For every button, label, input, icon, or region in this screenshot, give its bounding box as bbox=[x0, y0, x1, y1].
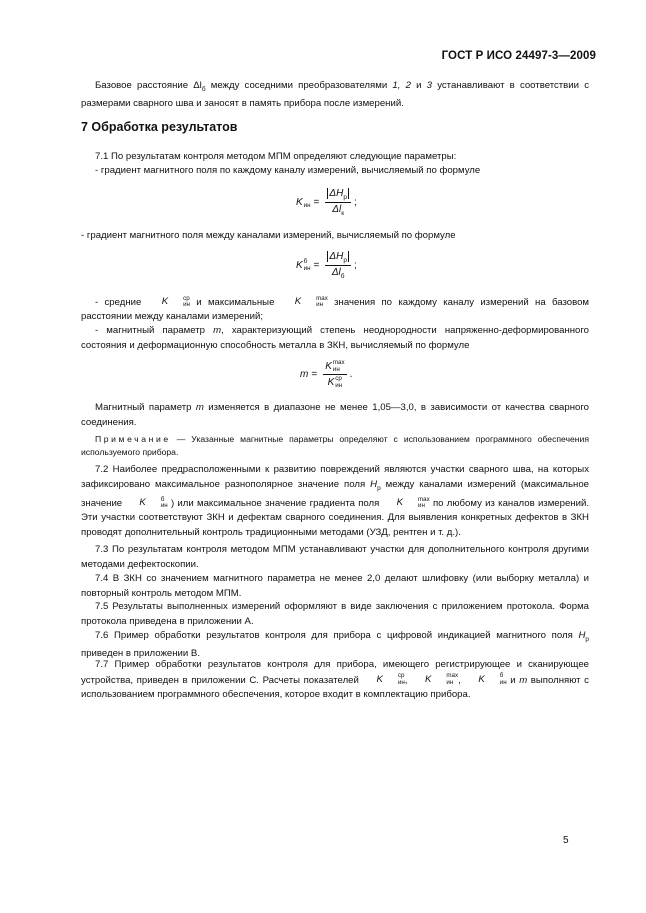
page-number: 5 bbox=[563, 835, 569, 846]
p72: 7.2 Наиболее предрасположенными к развитию повреждений являются участки сварного шва, на которых зафиксировано максимальное разнополярное значение поля $H_р$ между каналами измерений (максимальное значение K б ин ) или максимальное значение градиента поля K max ин по любому из каналов измерений. Эти участки соответствуют ЗКН и дефектам сварного соединения. Для выявления конкретных дефектов в ЗКН проводят дополнительный контроль традиционными методами (УЗД, рентген и т. д.). bbox=[81, 464, 589, 538]
formula-gradient-channel: K ин = $\frac{\Delta H_р}{\Delta l_к}$ ; bbox=[296, 188, 357, 217]
p74: 7.4 В ЗКН со значением магнитного параметра не менее 2,0 делают шлифовку (или выборку металла) и повторный контроль методом МПМ. bbox=[81, 573, 589, 599]
intro-paragraph: Базовое расстояние $\Delta l_б$ между соседними преобразователями 1, 2 и 3 устанавливают в соответствии с размерами сварного шва и заносят в память прибора после измерений. bbox=[81, 80, 589, 110]
p71-item4: - магнитный параметр m, характеризующий степень неоднородности напряженно-деформированного состояния и деформационную способность металла в ЗКН, вычисляемый по формуле bbox=[81, 325, 589, 351]
p73: 7.3 По результатам контроля методом МПМ устанавливают участки для дополнительного контроля другими методами дефектоскопии. bbox=[81, 544, 589, 570]
note: Примечание — Указанные магнитные параметры определяют с использованием программного обеспечения используемого прибора. bbox=[81, 434, 589, 457]
formula-gradient-between: K б ин = $\frac{\Delta H_р}{\Delta l_б}$ ; bbox=[296, 251, 357, 280]
p75: 7.5 Результаты выполненных измерений оформляют в виде заключения с приложением протокола. Форма протокола приведена в приложении А. bbox=[81, 601, 589, 627]
p71-lead: 7.1 По результатам контроля методом МПМ определяют следующие параметры: bbox=[95, 151, 457, 162]
section-title: 7 Обработка результатов bbox=[81, 120, 238, 134]
p-magnetic-parameter: Магнитный параметр m изменяется в диапазоне не менее 1,05—3,0, в зависимости от качества сварного соединения. bbox=[81, 402, 589, 428]
p71-item2: - градиент магнитного поля между каналами измерений, вычисляемый по формуле bbox=[81, 230, 456, 241]
p71-item3: - средние K ср ин и максимальные K max ин значения по каждому каналу измерений на базовом расстоянии между каналами измерений; bbox=[81, 294, 590, 323]
p71-item1: - градиент магнитного поля по каждому каналу измерений, вычисляемый по формуле bbox=[95, 165, 481, 176]
p77: 7.7 Пример обработки результатов контроля для прибора, имеющего регистрирующее и сканирующее устройства, приведен в приложении С. Расчеты показателей K ср ин , K max ин , K б ин и m выполняют с использованием программного обеспечения, которое входит в комплектацию прибора. bbox=[81, 659, 589, 700]
p76: 7.6 Пример обработки результатов контроля для прибора с цифровой индикацией магнитного поля $H_р$ приведен в приложении В. bbox=[81, 630, 589, 660]
formula-magnetic-parameter: m = K max ин K ср ин . bbox=[300, 359, 353, 389]
standard-header: ГОСТ Р ИСО 24497-3—2009 bbox=[441, 50, 596, 62]
